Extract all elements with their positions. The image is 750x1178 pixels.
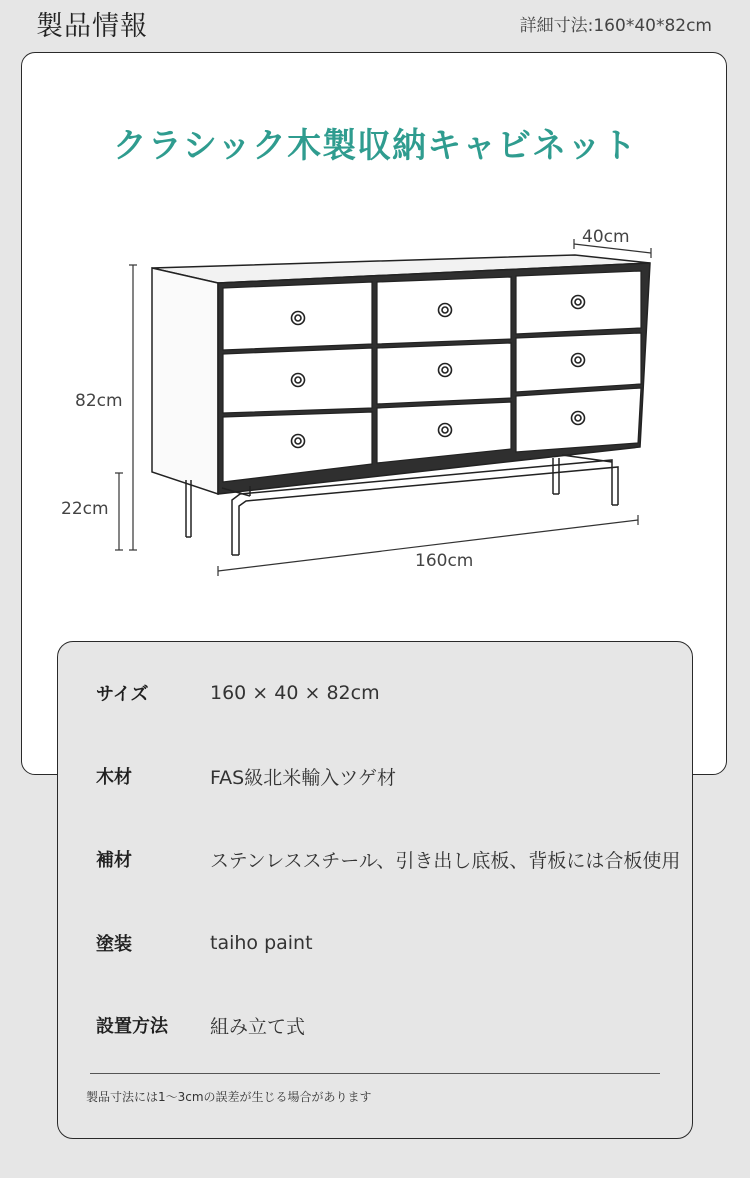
size-summary: 詳細寸法:160*40*82cm [519, 16, 712, 36]
spec-value: 組み立て式 [210, 1015, 306, 1038]
spec-label: 木材 [96, 767, 132, 788]
tolerance-note: 製品寸法には1〜3cmの誤差が生じる場合があります [86, 1090, 372, 1104]
spec-row-paint [58, 923, 692, 963]
cabinet-body [152, 255, 650, 555]
spec-label: 設置方法 [96, 1016, 168, 1037]
depth-label: 40cm [582, 227, 630, 247]
spec-row-materials [58, 839, 692, 879]
spec-row-wood [58, 756, 692, 796]
divider [90, 1073, 660, 1074]
spec-label: 補材 [96, 850, 132, 871]
spec-value: ステンレススチール、引き出し底板、背板には合板使用 [210, 849, 681, 872]
spec-row-size [58, 673, 692, 713]
product-title: クラシック木製収納キャビネット [112, 126, 638, 166]
page-title: 製品情報 [36, 11, 148, 42]
spec-value: taiho paint [210, 932, 313, 954]
leg-height-label: 22cm [61, 499, 109, 519]
spec-value: FAS級北米輸入ツゲ材 [210, 766, 397, 789]
width-label: 160cm [415, 551, 474, 571]
spec-card [57, 641, 693, 1139]
spec-label: サイズ [96, 684, 149, 705]
spec-row-assembly [58, 1005, 692, 1045]
height-label: 82cm [75, 391, 123, 411]
spec-label: 塗装 [96, 934, 132, 955]
spec-value: 160 × 40 × 82cm [210, 682, 380, 704]
